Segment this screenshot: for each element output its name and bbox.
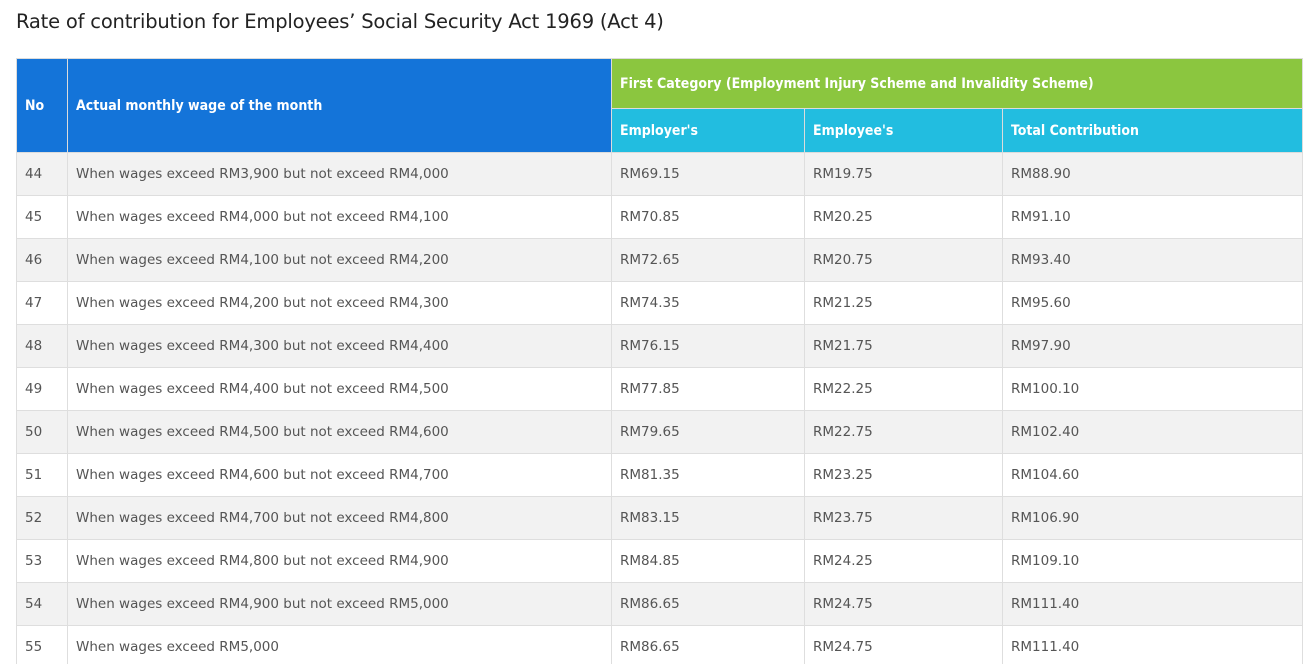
cell-employer-contribution: RM86.65	[612, 626, 805, 664]
cell-wage-range: When wages exceed RM5,000	[68, 626, 612, 664]
cell-total-contribution: RM88.90	[1003, 153, 1303, 196]
cell-total-contribution: RM100.10	[1003, 368, 1303, 411]
cell-wage-range: When wages exceed RM4,300 but not exceed RM4,400	[68, 325, 612, 368]
contribution-rate-table	[16, 58, 1303, 664]
cell-no: 49	[17, 368, 68, 411]
cell-no: 53	[17, 540, 68, 583]
cell-wage-range: When wages exceed RM3,900 but not exceed RM4,000	[68, 153, 612, 196]
table-header	[17, 59, 1303, 153]
cell-employer-contribution: RM81.35	[612, 454, 805, 497]
table-row	[17, 626, 1303, 664]
cell-employee-contribution: RM22.75	[805, 411, 1003, 454]
cell-employer-contribution: RM84.85	[612, 540, 805, 583]
table-row	[17, 239, 1303, 282]
header-employee: Employee's	[805, 109, 1003, 153]
cell-wage-range: When wages exceed RM4,800 but not exceed RM4,900	[68, 540, 612, 583]
table-row	[17, 282, 1303, 325]
cell-employee-contribution: RM20.25	[805, 196, 1003, 239]
cell-employer-contribution: RM72.65	[612, 239, 805, 282]
cell-total-contribution: RM106.90	[1003, 497, 1303, 540]
cell-wage-range: When wages exceed RM4,500 but not exceed RM4,600	[68, 411, 612, 454]
table-row	[17, 411, 1303, 454]
cell-total-contribution: RM109.10	[1003, 540, 1303, 583]
cell-no: 52	[17, 497, 68, 540]
table-row	[17, 153, 1303, 196]
cell-employee-contribution: RM22.25	[805, 368, 1003, 411]
cell-no: 47	[17, 282, 68, 325]
cell-wage-range: When wages exceed RM4,900 but not exceed RM5,000	[68, 583, 612, 626]
cell-total-contribution: RM91.10	[1003, 196, 1303, 239]
cell-wage-range: When wages exceed RM4,200 but not exceed RM4,300	[68, 282, 612, 325]
cell-total-contribution: RM111.40	[1003, 583, 1303, 626]
cell-wage-range: When wages exceed RM4,400 but not exceed RM4,500	[68, 368, 612, 411]
cell-no: 45	[17, 196, 68, 239]
cell-no: 51	[17, 454, 68, 497]
table-row	[17, 454, 1303, 497]
cell-total-contribution: RM93.40	[1003, 239, 1303, 282]
cell-employee-contribution: RM24.75	[805, 583, 1003, 626]
cell-no: 44	[17, 153, 68, 196]
table-row	[17, 540, 1303, 583]
cell-no: 50	[17, 411, 68, 454]
cell-no: 55	[17, 626, 68, 664]
cell-no: 48	[17, 325, 68, 368]
table-row	[17, 325, 1303, 368]
cell-total-contribution: RM97.90	[1003, 325, 1303, 368]
cell-employee-contribution: RM20.75	[805, 239, 1003, 282]
cell-employee-contribution: RM23.25	[805, 454, 1003, 497]
cell-no: 46	[17, 239, 68, 282]
header-first-category: First Category (Employment Injury Scheme and Invalidity Scheme)	[612, 59, 1303, 109]
cell-employer-contribution: RM79.65	[612, 411, 805, 454]
header-no: No	[17, 59, 68, 153]
cell-employer-contribution: RM77.85	[612, 368, 805, 411]
cell-employee-contribution: RM24.25	[805, 540, 1003, 583]
cell-employer-contribution: RM76.15	[612, 325, 805, 368]
cell-wage-range: When wages exceed RM4,600 but not exceed RM4,700	[68, 454, 612, 497]
cell-employee-contribution: RM23.75	[805, 497, 1003, 540]
table-body	[17, 153, 1303, 664]
header-total-contribution: Total Contribution	[1003, 109, 1303, 153]
cell-total-contribution: RM104.60	[1003, 454, 1303, 497]
cell-total-contribution: RM111.40	[1003, 626, 1303, 664]
cell-employer-contribution: RM83.15	[612, 497, 805, 540]
cell-wage-range: When wages exceed RM4,700 but not exceed RM4,800	[68, 497, 612, 540]
table-row	[17, 583, 1303, 626]
header-wage: Actual monthly wage of the month	[68, 59, 612, 153]
cell-employer-contribution: RM86.65	[612, 583, 805, 626]
cell-employer-contribution: RM70.85	[612, 196, 805, 239]
table-row	[17, 196, 1303, 239]
cell-no: 54	[17, 583, 68, 626]
cell-employer-contribution: RM74.35	[612, 282, 805, 325]
header-employer: Employer's	[612, 109, 805, 153]
cell-wage-range: When wages exceed RM4,100 but not exceed RM4,200	[68, 239, 612, 282]
table-row	[17, 497, 1303, 540]
cell-wage-range: When wages exceed RM4,000 but not exceed RM4,100	[68, 196, 612, 239]
table-row	[17, 368, 1303, 411]
cell-employee-contribution: RM21.25	[805, 282, 1003, 325]
cell-employee-contribution: RM21.75	[805, 325, 1003, 368]
cell-employee-contribution: RM19.75	[805, 153, 1003, 196]
cell-total-contribution: RM102.40	[1003, 411, 1303, 454]
header-row-top	[17, 59, 1303, 109]
cell-employer-contribution: RM69.15	[612, 153, 805, 196]
page-title: Rate of contribution for Employees’ Social Security Act 1969 (Act 4)	[16, 10, 664, 33]
cell-employee-contribution: RM24.75	[805, 626, 1003, 664]
cell-total-contribution: RM95.60	[1003, 282, 1303, 325]
